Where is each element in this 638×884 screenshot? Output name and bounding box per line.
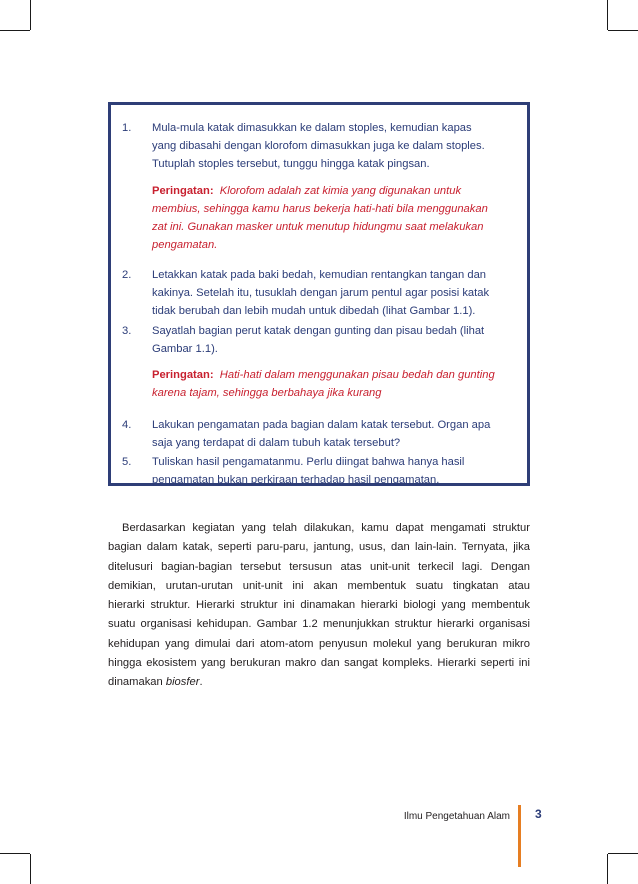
paragraph-line: ditelusuri bagian-bagian tersebut tersusun atas unit-unit terkecil lagi. Dengan	[108, 560, 530, 573]
crop-mark-bottom-left-vertical	[30, 854, 31, 884]
step-number: 3.	[122, 325, 132, 337]
step-2-line-1: Letakkan katak pada baki bedah, kemudian rentangkan tangan dan	[152, 269, 487, 281]
warning-label: Peringatan:	[152, 185, 214, 197]
step-1	[122, 119, 528, 173]
step-2-line-2: kakinya. Setelah itu, tusuklah dengan jarum pentul agar posisi katak	[152, 287, 490, 299]
step-number: 1.	[122, 122, 132, 134]
crop-mark-bottom-right-vertical	[607, 854, 608, 884]
step-4-line-2: saja yang terdapat di dalam tubuh katak tersebut?	[152, 437, 401, 449]
crop-mark-top-right-vertical	[607, 0, 608, 30]
paragraph-line: hingga ekosistem yang berukuran makro dan sangat kompleks. Hierarki seperti ini	[108, 657, 530, 670]
step-4	[122, 416, 528, 452]
step-1-line-1: Mula-mula katak dimasukkan ke dalam stoples, kemudian kapas	[152, 122, 472, 134]
step-3	[122, 322, 528, 358]
paragraph-line: bagian dalam katak, seperti paru-paru, jantung, usus, dan lain-lain. Ternyata, jika	[108, 541, 530, 554]
step-3-line-1: Sayatlah bagian perut katak dengan gunting dan pisau bedah (lihat	[152, 325, 485, 337]
warning-2	[152, 366, 528, 402]
step-1-line-3: Tutuplah stoples tersebut, tunggu hingga katak pingsan.	[152, 158, 430, 170]
paragraph-line: hierarki struktur. Hierarki struktur ini dinamakan hierarki biologi yang membentuk	[108, 599, 530, 612]
step-5	[122, 453, 528, 489]
step-number: 4.	[122, 419, 132, 431]
warning-1-line-2: membius, sehingga kamu harus bekerja hati-hati bila menggunakan	[152, 203, 488, 215]
last-line-suffix: .	[199, 676, 203, 689]
warning-1-line-3: zat ini. Gunakan masker untuk menutup hidungmu saat melakukan	[152, 221, 484, 233]
step-4-line-1: Lakukan pengamatan pada bagian dalam katak tersebut. Organ apa	[152, 419, 491, 431]
warning-1-line-4: pengamatan.	[152, 239, 218, 251]
crop-mark-top-right-horizontal	[608, 30, 638, 31]
step-1-line-2: yang dibasahi dengan klorofom dimasukkan juga ke dalam stoples.	[152, 140, 485, 152]
warning-1-line-1: Klorofom adalah zat kimia yang digunakan untuk	[219, 185, 462, 197]
step-5-line-2: pengamatan bukan perkiraan terhadap hasil pengamatan.	[152, 474, 440, 486]
crop-mark-top-left-vertical	[30, 0, 31, 30]
warning-2-line-1: Hati-hati dalam menggunakan pisau bedah dan gunting	[219, 369, 495, 381]
body-paragraph	[108, 519, 530, 693]
step-number: 2.	[122, 269, 132, 281]
last-line-prefix: dinamakan	[108, 676, 166, 689]
step-2-line-3: tidak berubah dan lebih mudah untuk dibedah (lihat Gambar 1.1).	[152, 305, 476, 317]
biosfer-term: biosfer	[165, 676, 200, 689]
step-2	[122, 266, 528, 320]
paragraph-line: kehidupan yang dimulai dari atom-atom penyusun molekul yang berukuran mikro	[108, 637, 530, 650]
warning-2-line-2: karena tajam, sehingga berbahaya jika kurang	[152, 387, 382, 399]
warning-label: Peringatan:	[152, 369, 214, 381]
paragraph-line: Berdasarkan kegiatan yang telah dilakukan, kamu dapat mengamati struktur	[122, 522, 530, 534]
crop-mark-bottom-left-horizontal	[0, 853, 30, 854]
footer-book-title: Ilmu Pengetahuan Alam	[403, 811, 510, 822]
paragraph-line: suatu organisasi kehidupan. Gambar 1.2 menunjukkan struktur hierarki organisasi	[108, 618, 530, 631]
page-number: 3	[535, 807, 542, 821]
crop-mark-bottom-right-horizontal	[608, 853, 638, 854]
step-3-line-2: Gambar 1.1).	[152, 343, 218, 355]
paragraph-last-line	[108, 673, 530, 692]
step-number: 5.	[122, 456, 132, 468]
crop-mark-top-left-horizontal	[0, 30, 30, 31]
step-5-line-1: Tuliskan hasil pengamatanmu. Perlu diingat bahwa hanya hasil	[152, 456, 465, 468]
paragraph-line: demikian, urutan-urutan unit-unit ini akan membentuk suatu tingkatan atau	[108, 579, 530, 592]
footer-accent-bar	[518, 805, 521, 867]
warning-1	[152, 182, 528, 254]
